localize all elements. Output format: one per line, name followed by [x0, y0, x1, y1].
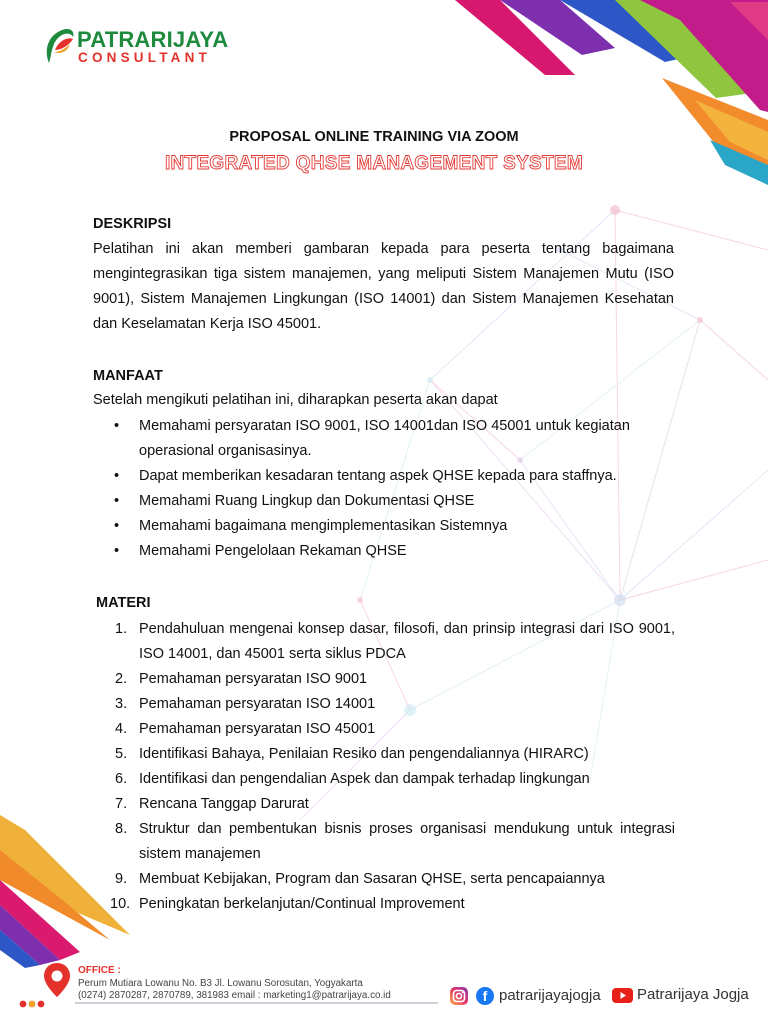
materi-item-text: Peningkatan berkelanjutan/Continual Improvement	[139, 896, 465, 912]
bullet-icon: •	[114, 543, 120, 559]
materi-item-text: Struktur dan pembentukan bisnis proses organisasi mendukung untuk integrasi sistem manajemen	[139, 821, 675, 862]
list-number: 1.	[115, 621, 128, 637]
list-number: 6.	[115, 771, 128, 787]
materi-item-text: Identifikasi dan pengendalian Aspek dan dampak terhadap lingkungan	[139, 771, 590, 787]
list-item	[93, 892, 675, 917]
manfaat-list	[93, 414, 675, 564]
logo-leaf-icon	[42, 27, 76, 65]
facebook-icon[interactable]: f	[476, 987, 494, 1005]
materi-item-text: Rencana Tanggap Darurat	[139, 796, 309, 812]
section-heading-deskripsi: DESKRIPSI	[93, 216, 172, 232]
list-item	[93, 489, 675, 514]
section-heading-materi: MATERI	[96, 595, 151, 611]
list-number: 3.	[115, 696, 128, 712]
deskripsi-paragraph: Pelatihan ini akan memberi gambaran kepada para peserta tentang bagaimana mengintegrasikan tiga sistem manajemen, yang meliputi Sistem Manajemen Mutu (ISO 9001), Sistem Manajemen Lingkungan (ISO 14001) dan Sistem Manajemen Kesehatan dan Keselamatan Kerja ISO 45001.	[93, 241, 674, 332]
list-item	[93, 514, 675, 539]
location-pin-icon	[42, 962, 72, 998]
logo-brand-name: PATRARIJAYA	[77, 27, 229, 52]
instagram-icon[interactable]	[450, 987, 468, 1005]
manfaat-intro: Setelah mengikuti pelatihan ini, diharapkan peserta akan dapat	[93, 392, 498, 408]
bullet-icon: •	[114, 493, 120, 509]
list-number: 7.	[115, 796, 128, 812]
list-item	[93, 817, 675, 867]
bullet-icon: •	[114, 418, 120, 434]
list-item	[93, 692, 675, 717]
list-item	[93, 414, 675, 464]
list-item	[93, 742, 675, 767]
list-item	[93, 464, 675, 489]
youtube-play-glyph	[612, 988, 633, 1003]
list-number: 8.	[115, 821, 128, 837]
materi-item-text: Identifikasi Bahaya, Penilaian Resiko dan pengendaliannya (HIRARC)	[139, 746, 589, 762]
materi-list	[93, 617, 675, 917]
list-number: 5.	[115, 746, 128, 762]
list-item	[93, 667, 675, 692]
manfaat-item-text: Memahami Ruang Lingkup dan Dokumentasi QHSE	[139, 493, 475, 509]
list-item	[93, 767, 675, 792]
youtube-icon[interactable]	[612, 988, 633, 1003]
list-item	[93, 617, 675, 667]
materi-item-text: Pendahuluan mengenai konsep dasar, filosofi, dan prinsip integrasi dari ISO 9001, ISO 14001, dan 45001 serta siklus PDCA	[139, 621, 675, 662]
bullet-icon: •	[114, 518, 120, 534]
bullet-icon: •	[114, 468, 120, 484]
materi-item-text: Pemahaman persyaratan ISO 14001	[139, 696, 376, 712]
company-logo	[42, 26, 252, 70]
social-handle-text[interactable]: patrarijayajogja	[499, 987, 601, 1004]
manfaat-item-text: Memahami persyaratan ISO 9001, ISO 14001dan ISO 45001 untuk kegiatan operasional organisasinya.	[139, 418, 630, 459]
youtube-handle-text[interactable]: Patrarijaya Jogja	[637, 986, 749, 1003]
footer-office-label: OFFICE :	[78, 965, 121, 976]
footer-contact: (0274) 2870287, 2870789, 381983 email : marketing1@patrarijaya.co.id	[78, 990, 391, 1001]
manfaat-item-text: Dapat memberikan kesadaran tentang aspek QHSE kepada para staffnya.	[139, 468, 617, 484]
instagram-glyph	[450, 987, 468, 1005]
document-title: PROPOSAL ONLINE TRAINING VIA ZOOM	[229, 129, 519, 145]
document-subtitle: INTEGRATED QHSE MANAGEMENT SYSTEM	[164, 153, 584, 174]
list-item	[93, 867, 675, 892]
list-number: 4.	[115, 721, 128, 737]
list-item	[93, 717, 675, 742]
section-heading-manfaat: MANFAAT	[93, 368, 163, 384]
list-number: 10.	[110, 896, 131, 912]
materi-item-text: Membuat Kebijakan, Program dan Sasaran QHSE, serta pencapaiannya	[139, 871, 605, 887]
list-number: 9.	[115, 871, 128, 887]
list-item	[93, 539, 675, 564]
logo-tagline: CONSULTANT	[78, 50, 211, 65]
manfaat-item-text: Memahami Pengelolaan Rekaman QHSE	[139, 543, 407, 559]
footer-address: Perum Mutiara Lowanu No. B3 Jl. Lowanu Sorosutan, Yogyakarta	[78, 978, 363, 989]
materi-item-text: Pemahaman persyaratan ISO 9001	[139, 671, 368, 687]
materi-item-text: Pemahaman persyaratan ISO 45001	[139, 721, 376, 737]
list-number: 2.	[115, 671, 128, 687]
manfaat-item-text: Memahami bagaimana mengimplementasikan Sistemnya	[139, 518, 508, 534]
list-item	[93, 792, 675, 817]
